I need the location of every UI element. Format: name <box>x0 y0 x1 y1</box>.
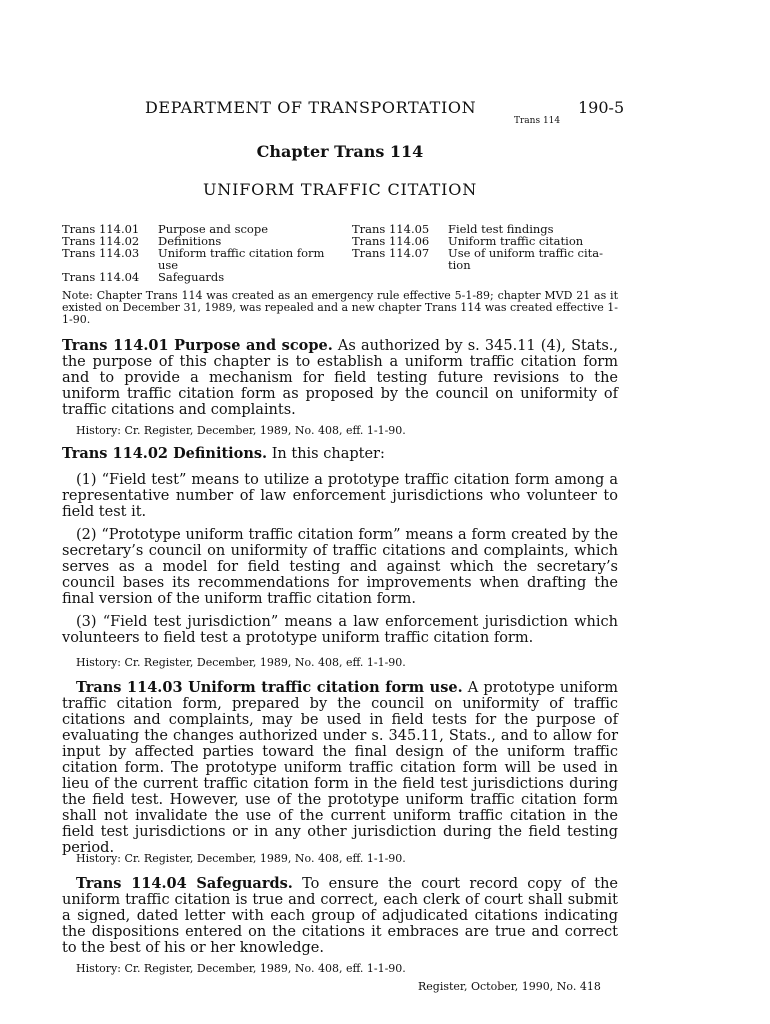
toc-number: Trans 114.03 <box>62 246 140 260</box>
section-114-02 <box>62 446 618 462</box>
toc-title: Purpose and scope <box>158 222 269 236</box>
history-note: History: Cr. Register, December, 1989, No. 408, eff. 1-1-90. <box>76 656 406 669</box>
chapter-title: UNIFORM TRAFFIC CITATION <box>202 180 477 199</box>
toc-title: Safeguards <box>158 270 225 284</box>
toc-number: Trans 114.02 <box>62 234 140 248</box>
toc-entry <box>62 271 342 283</box>
definition-1: (1) “Field test” means to utilize a prototype traffic citation form among a representative number of law enforcement jurisdictions who volunteer to field test it. <box>62 472 618 520</box>
toc-title: tion <box>448 258 471 272</box>
section-text: In this chapter: <box>267 446 385 462</box>
toc-left-column <box>62 223 342 283</box>
toc-entry <box>62 247 342 259</box>
chapter-note: Note: Chapter Trans 114 was created as an emergency rule effective 5-1-89; chapter MVD 21 as it existed on December 31, 1989, was repealed and a new chapter Trans 114 was created effective 1-1-90. <box>62 289 618 326</box>
running-subheader: Trans 114 <box>514 116 561 126</box>
definition-3: (3) “Field test jurisdiction” means a law enforcement jurisdiction which volunteers to field test a prototype uniform traffic citation form. <box>62 614 618 646</box>
toc-right-column <box>352 223 622 271</box>
section-heading: Trans 114.01 Purpose and scope. <box>62 337 333 354</box>
section-heading: Trans 114.03 Uniform traffic citation form use. <box>76 679 463 696</box>
definition-2: (2) “Prototype uniform traffic citation form” means a form created by the secretary’s council on uniformity of traffic citations and complaints, which serves as a model for field testing and against which the secretary’s council bases its recommendations for improvements when drafting the final version of the uniform traffic citation form. <box>62 527 618 607</box>
section-text: As authorized by s. 345.11 (4), Stats., the purpose of this chapter is to establish a uniform traffic citation form and to provide a mechanism for field testing future revisions to the uniform traffic citation form as proposed by the council on uniformity of traffic citations and complaints. <box>62 338 618 418</box>
toc-title: Field test findings <box>448 222 554 236</box>
toc-title: Uniform traffic citation form <box>158 246 325 260</box>
history-note: History: Cr. Register, December, 1989, No. 408, eff. 1-1-90. <box>76 852 406 865</box>
section-114-01 <box>62 338 618 418</box>
section-heading: Trans 114.04 Safeguards. <box>76 875 293 892</box>
register-footer: Register, October, 1990, No. 418 <box>418 980 601 993</box>
toc-title: Uniform traffic citation <box>448 234 584 248</box>
toc-title: Use of uniform traffic cita- <box>448 246 604 260</box>
section-heading: Trans 114.02 Definitions. <box>62 445 268 462</box>
toc-number: Trans 114.01 <box>62 222 140 236</box>
history-note: History: Cr. Register, December, 1989, No. 408, eff. 1-1-90. <box>76 962 406 975</box>
toc-title: use <box>158 258 179 272</box>
section-114-04 <box>62 876 618 956</box>
department-header: DEPARTMENT OF TRANSPORTATION <box>145 98 477 117</box>
chapter-heading: Chapter Trans 114 <box>256 142 424 161</box>
section-text: To ensure the court record copy of the uniform traffic citation is true and correct, each clerk of court shall submit a signed, dated letter with each group of adjudicated citations indicating the dispositions entered on the citations it embraces are true and correct to the best of his or her knowledge. <box>62 876 618 956</box>
toc-number: Trans 114.07 <box>352 246 430 260</box>
toc-title: Definitions <box>158 234 222 248</box>
history-note: History: Cr. Register, December, 1989, No. 408, eff. 1-1-90. <box>76 424 406 437</box>
toc-entry <box>352 259 622 271</box>
toc-number: Trans 114.04 <box>62 270 140 284</box>
toc-number: Trans 114.06 <box>352 234 430 248</box>
section-114-03 <box>62 680 618 856</box>
toc-number: Trans 114.05 <box>352 222 430 236</box>
section-text: A prototype uniform traffic citation form, prepared by the council on uniformity of traffic citations and complaints, may be used in field tests for the purpose of evaluating the changes authorized under s. 345.11, Stats., and to allow for input by affected parties toward the final design of the uniform traffic citation form. The prototype uniform traffic citation form will be used in lieu of the current traffic citation form in the field test jurisdictions during the field test. However, use of the prototype uniform traffic citation form shall not invalidate the use of the current uniform traffic citation in the field test jurisdictions or in any other jurisdiction during the field testing period. <box>62 680 618 856</box>
page-number: 190-5 <box>578 98 625 117</box>
toc-entry <box>352 247 622 259</box>
